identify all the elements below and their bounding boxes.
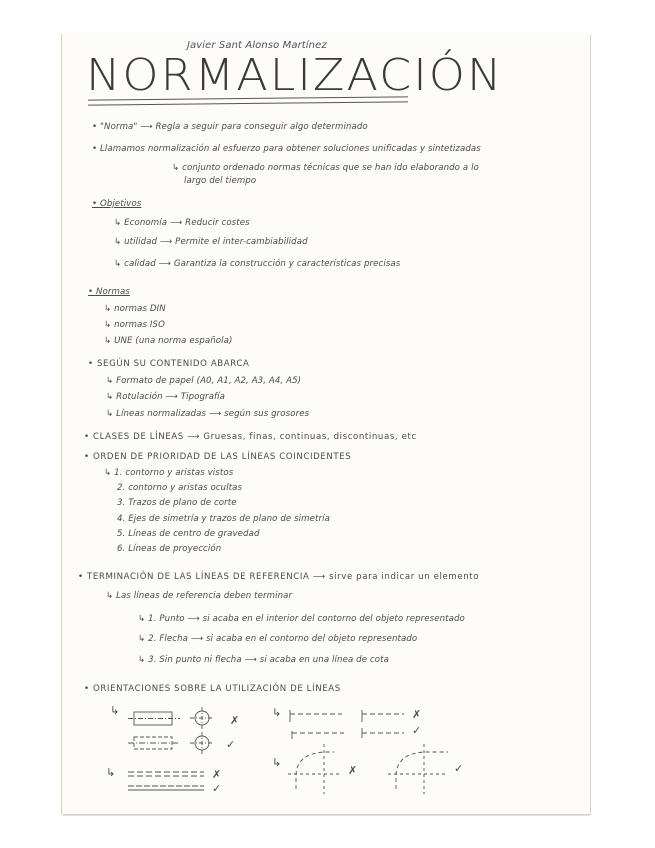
- sketch-dashed-arcs: [288, 744, 448, 794]
- note-iso: ↳ normas ISO: [104, 320, 165, 330]
- author-name: Javier Sant Alonso Martínez: [187, 40, 327, 51]
- sketch-arrow-1: ↳: [110, 704, 120, 717]
- sketch-rectangle-axis-wrong: [128, 707, 214, 729]
- sketch-parallel-lines: [128, 772, 204, 790]
- sketch-arrow-3: ↳: [106, 766, 116, 779]
- mark-wrong-1: ✗: [230, 714, 240, 727]
- orientation-sketches: [62, 34, 590, 814]
- note-norma-definition: • "Norma" ⟶ Regla a seguir para conseguir algo determinado: [92, 122, 368, 132]
- notebook-page: [62, 34, 590, 814]
- note-referencia: ↳ Las líneas de referencia deben terminar: [106, 591, 293, 601]
- heading-objetivos: • Objetivos: [92, 199, 142, 209]
- note-formato: ↳ Formato de papel (A0, A1, A2, A3, A4, A5): [106, 376, 302, 386]
- priority-item-4: 4. Ejes de simetría y trazos de plano de simetría: [117, 514, 330, 524]
- heading-terminacion: • TERMINACIÓN DE LAS LÍNEAS DE REFERENCIA ⟶ sirve para indicar un elemento: [78, 572, 480, 582]
- note-lineas-normalizadas: ↳ Líneas normalizadas ⟶ según sus grosores: [106, 409, 310, 419]
- sketch-arrow-2: ↳: [272, 706, 282, 719]
- priority-item-3: 3. Trazos de plano de corte: [117, 498, 237, 508]
- page-title: NORMALIZACIÓN: [86, 49, 504, 101]
- mark-right-1: ✓: [226, 738, 236, 751]
- mark-wrong-3: ✗: [212, 768, 222, 781]
- termination-item-1: ↳ 1. Punto ⟶ si acaba en el interior del contorno del objeto representado: [138, 614, 465, 624]
- sketch-dashed-joins: [290, 710, 404, 739]
- mark-right-2: ✓: [412, 724, 422, 737]
- mark-right-3: ✓: [212, 782, 222, 795]
- priority-item-5: 5. Líneas de centro de gravedad: [117, 529, 260, 539]
- note-une: ↳ UNE (una norma española): [104, 336, 233, 346]
- note-economia: ↳ Economía ⟶ Reducir costes: [114, 218, 250, 228]
- termination-item-3: ↳ 3. Sin punto ni flecha ⟶ si acaba en una línea de cota: [138, 655, 389, 665]
- mark-wrong-2: ✗: [412, 708, 422, 721]
- note-conjunto-line1: ↳ conjunto ordenado normas técnicas que se han ido elaborando a lo: [172, 163, 479, 173]
- priority-item-1: ↳ 1. contorno y aristas vistos: [104, 468, 234, 478]
- sketch-arrow-4: ↳: [272, 756, 282, 769]
- heading-orientaciones: • ORIENTACIONES SOBRE LA UTILIZACIÓN DE LÍNEAS: [84, 684, 341, 694]
- priority-item-2: 2. contorno y aristas ocultas: [117, 483, 243, 493]
- heading-segun-contenido: • SEGÚN SU CONTENIDO ABARCA: [88, 359, 250, 369]
- sketch-rectangle-axis-right: [128, 732, 214, 754]
- heading-orden-prioridad: • ORDEN DE PRIORIDAD DE LAS LÍNEAS COINCIDENTES: [84, 452, 352, 462]
- mark-wrong-4: ✗: [348, 764, 358, 777]
- note-din: ↳ normas DIN: [104, 304, 166, 314]
- heading-normas: • Normas: [88, 287, 130, 297]
- priority-item-6: 6. Líneas de proyección: [117, 544, 222, 554]
- heading-clases-lineas: • CLASES DE LÍNEAS ⟶ Gruesas, finas, continuas, discontinuas, etc: [84, 432, 417, 442]
- note-conjunto-line2: largo del tiempo: [184, 176, 257, 186]
- note-utilidad: ↳ utilidad ⟶ Permite el inter-cambiabilidad: [114, 237, 308, 247]
- note-llamamos: • Llamamos normalización al esfuerzo para obtener soluciones unificadas y sintetizadas: [92, 144, 481, 154]
- note-calidad: ↳ calidad ⟶ Garantiza la construcción y características precisas: [114, 259, 401, 269]
- mark-right-4: ✓: [454, 762, 464, 775]
- termination-item-2: ↳ 2. Flecha ⟶ si acaba en el contorno del objeto representado: [138, 634, 418, 644]
- note-rotulacion: ↳ Rotulación ⟶ Tipografía: [106, 392, 226, 402]
